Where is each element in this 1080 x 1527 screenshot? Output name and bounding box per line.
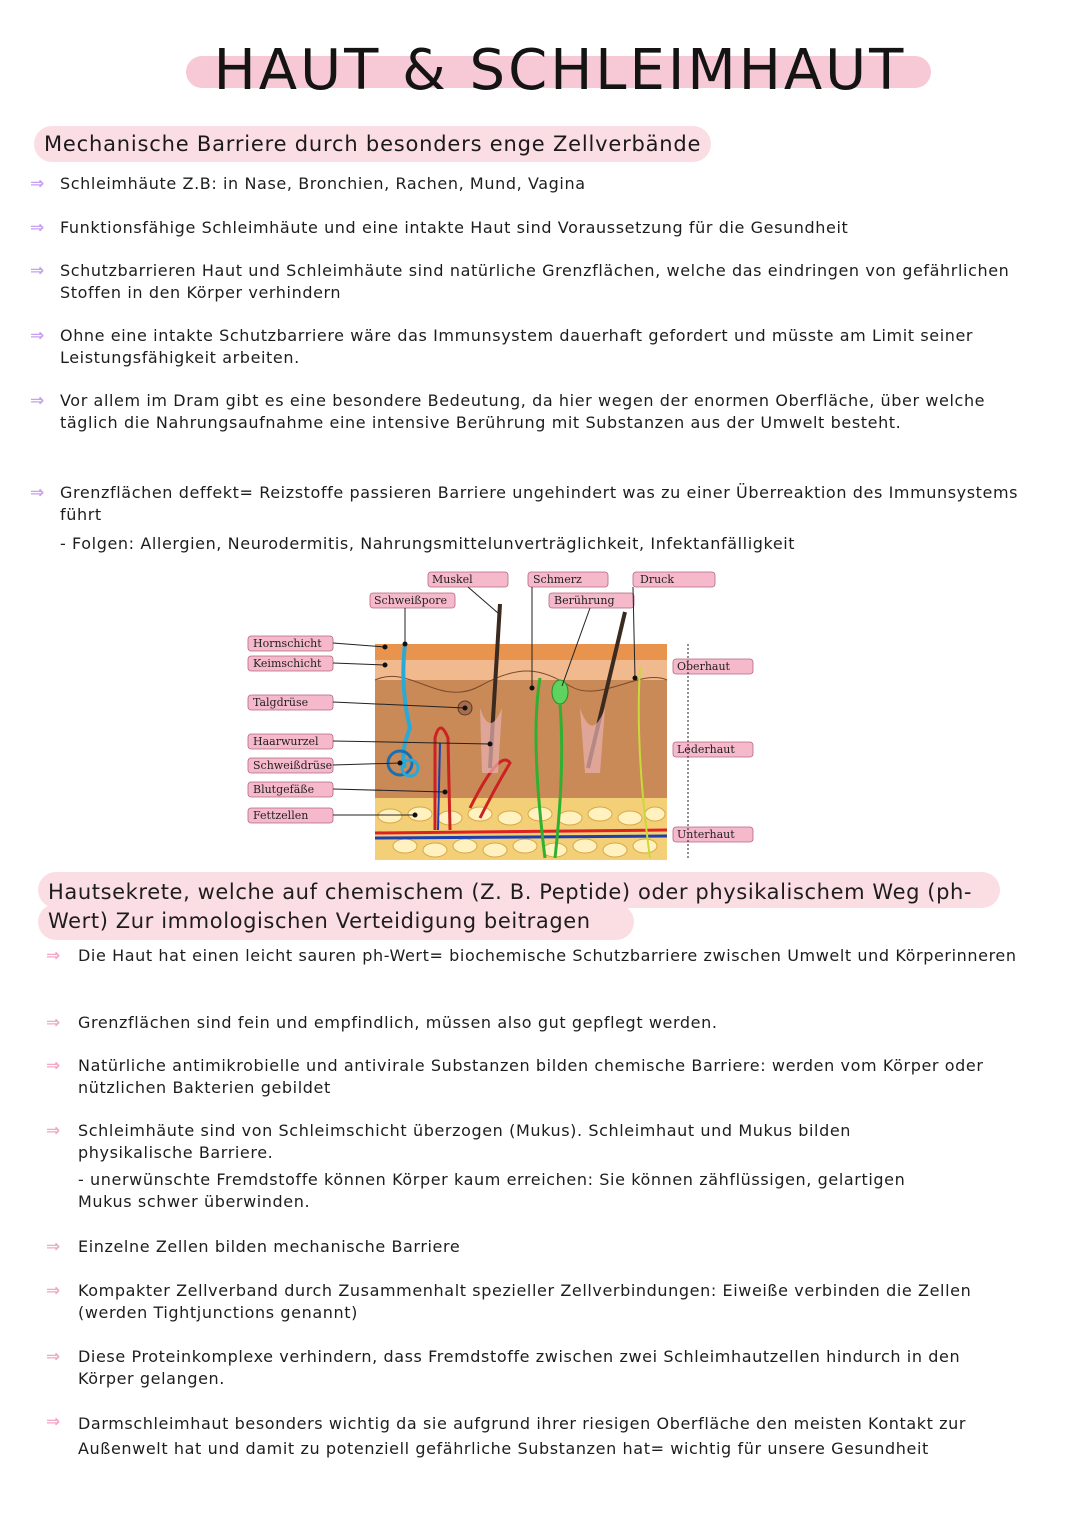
diagram-label-haarwurzel: Haarwurzel xyxy=(253,735,319,748)
section2-heading-line1: Hautsekrete, welche auf chemischem (Z. B. Peptide) oder physikalischem Weg (ph- xyxy=(48,880,973,904)
section2-bullet: Darmschleimhaut besonders wichtig da sie aufgrund ihrer riesigen Oberfläche den meisten Kontakt zur Außenwelt hat und damit zu potenziell gefährliche Substanzen hat= wichtig für unsere Gesundheit xyxy=(78,1414,967,1458)
double-arrow-icon: ⇒ xyxy=(46,1237,61,1257)
double-arrow-icon: ⇒ xyxy=(30,261,45,281)
page-title: HAUT & SCHLEIMHAUT xyxy=(213,38,907,103)
double-arrow-icon: ⇒ xyxy=(46,1121,61,1141)
diagram-epidermis-base xyxy=(375,658,667,680)
double-arrow-icon: ⇒ xyxy=(30,326,45,346)
section2-bullet: Grenzflächen sind fein und empfindlich, müssen also gut gepflegt werden. xyxy=(78,1013,718,1032)
section2-bullet: Natürliche antimikrobielle und antivirale Substanzen bilden chemische Barriere: werden vom Körper oder nützlichen Bakterien gebildet xyxy=(78,1056,984,1097)
diagram-label-beruehrung: Berührung xyxy=(554,594,615,607)
double-arrow-icon: ⇒ xyxy=(30,174,45,194)
section1-bullet: Vor allem im Dram gibt es eine besondere Bedeutung, da hier wegen der enormen Oberfläche, über welche täglich die Nahrungsaufnahme eine intensive Berührung mit Substanzen aus der Umwelt besteht. xyxy=(60,391,986,432)
section1-heading: Mechanische Barriere durch besonders enge Zellverbände xyxy=(34,126,711,162)
diagram-label-fettzellen: Fettzellen xyxy=(253,809,309,822)
double-arrow-icon: ⇒ xyxy=(30,218,45,238)
section1-bullet: Schleimhäute Z.B: in Nase, Bronchien, Rachen, Mund, Vagina xyxy=(60,174,586,193)
section2-sub-note: - unerwünschte Fremdstoffe können Körper kaum erreichen: Sie können zähflüssigen, gelartigen Mukus schwer überwinden. xyxy=(78,1170,906,1211)
double-arrow-icon: ⇒ xyxy=(46,1013,61,1033)
double-arrow-icon: ⇒ xyxy=(46,1412,61,1432)
diagram-label-unterhaut: Unterhaut xyxy=(677,828,735,841)
diagram-vein xyxy=(375,836,667,838)
section1-bullet: Schutzbarrieren Haut und Schleimhäute sind natürliche Grenzflächen, welche das eindringen von gefährlichen Stoffen in den Körper verhindern xyxy=(60,261,1010,302)
section2-bullet: Diese Proteinkomplexe verhindern, dass Fremdstoffe zwischen zwei Schleimhautzellen hindurch in den Körper gelangen. xyxy=(78,1347,961,1388)
double-arrow-icon: ⇒ xyxy=(30,483,45,503)
section2-bullet: Kompakter Zellverband durch Zusammenhalt spezieller Zellverbindungen: Eiweiße verbinden die Zellen (werden Tightjunctions genannt) xyxy=(78,1281,972,1322)
section2-bullet: Die Haut hat einen leicht sauren ph-Wert= biochemische Schutzbarriere zwischen Umwelt und Körperinneren xyxy=(78,946,1017,965)
diagram-label-druck: Druck xyxy=(640,573,674,586)
diagram-label-muskel: Muskel xyxy=(432,573,473,586)
diagram-label-lederhaut: Lederhaut xyxy=(677,743,735,756)
double-arrow-icon: ⇒ xyxy=(46,946,61,966)
section2-heading-line2: Wert) Zur immologischen Verteidigung beitragen xyxy=(48,909,591,933)
double-arrow-icon: ⇒ xyxy=(46,1281,61,1301)
section1-bullet: Grenzflächen deffekt= Reizstoffe passieren Barriere ungehindert was zu einer Überreaktion des Immunsystems führt xyxy=(60,483,1019,524)
diagram-label-hornschicht: Hornschicht xyxy=(253,637,322,650)
section2-bullet: Schleimhäute sind von Schleimschicht überzogen (Mukus). Schleimhaut und Mukus bilden physikalische Barriere. xyxy=(78,1121,852,1162)
section1-bullet: Ohne eine intakte Schutzbarriere wäre das Immunsystem dauerhaft gefordert und müsste am Limit seiner Leistungsfähigkeit arbeiten. xyxy=(60,326,974,367)
double-arrow-icon: ⇒ xyxy=(46,1347,61,1367)
diagram-label-schweissdruese: Schweißdrüse xyxy=(253,759,333,772)
diagram-label-blutgefaesse: Blutgefäße xyxy=(253,783,315,796)
diagram-dermis xyxy=(375,678,667,798)
diagram-label-schweisspore: Schweißpore xyxy=(374,594,448,607)
section1-bullet: Funktionsfähige Schleimhäute und eine intakte Haut sind Voraussetzung für die Gesundheit xyxy=(60,218,849,237)
diagram-label-oberhaut: Oberhaut xyxy=(677,660,730,673)
diagram-label-schmerz: Schmerz xyxy=(533,573,582,586)
skin-diagram xyxy=(240,568,760,866)
section2-bullet: Einzelne Zellen bilden mechanische Barriere xyxy=(78,1237,461,1256)
diagram-label-keimschicht: Keimschicht xyxy=(253,657,322,670)
diagram-label-talgdruese: Talgdrüse xyxy=(253,696,309,709)
double-arrow-icon: ⇒ xyxy=(46,1056,61,1076)
section1-sub-note: - Folgen: Allergien, Neurodermitis, Nahrungsmittelunverträglichkeit, Infektanfälligkeit xyxy=(60,534,796,553)
diagram-horny-layer xyxy=(375,644,667,660)
page-title-block xyxy=(0,36,1080,106)
double-arrow-icon: ⇒ xyxy=(30,391,45,411)
